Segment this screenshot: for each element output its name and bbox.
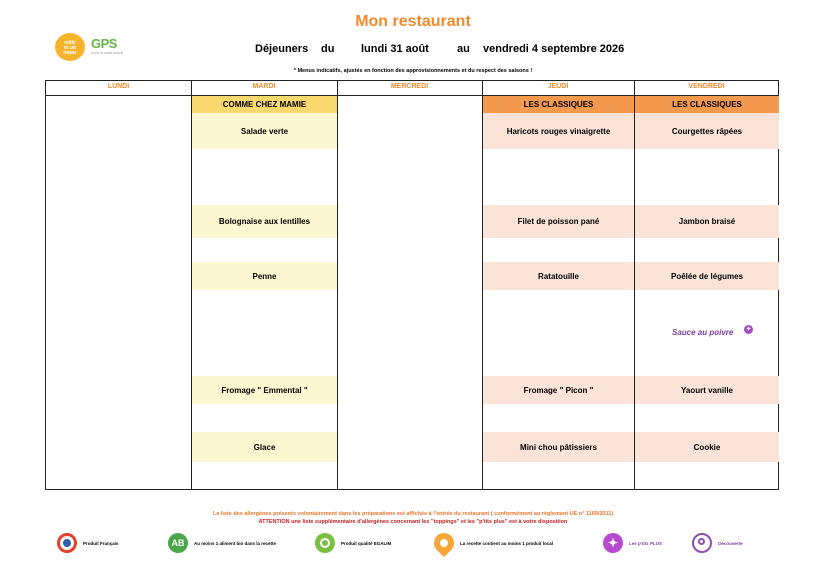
theme-banner-jeudi: LES CLASSIQUES [483, 96, 634, 113]
menu-item-jeudi-accompagnement: Ratatouille [483, 262, 634, 290]
menu-item-mardi-dessert: Glace [192, 432, 337, 462]
menu-item-vendredi-plat: Jambon braisé [635, 205, 779, 238]
menu-item-vendredi-accompagnement: Poêlée de légumes [635, 262, 779, 290]
gps-logo-tagline: GOÛT PLAISIR SANTÉ [91, 51, 123, 55]
allergen-note: La liste des allergènes présents volontairement dans les préparations est affichée à l'entrée du restaurant ( conformément au règlement UE n° 1169/2011) [212, 511, 614, 517]
organic-ab-icon: AB [168, 533, 188, 553]
legend-label: Au moins 1 aliment bio dans la recette [194, 540, 277, 546]
column-divider [337, 81, 338, 489]
menu-item-vendredi-dessert: Cookie [635, 432, 779, 462]
page-title: Mon restaurant [355, 13, 471, 30]
menu-item-jeudi-fromage: Fromage " Picon " [483, 376, 634, 404]
menu-item-mardi-accompagnement: Penne [192, 262, 337, 290]
end-date: vendredi 4 septembre 2026 [483, 43, 625, 55]
menu-item-vendredi-fromage: Yaourt vanille [635, 376, 779, 404]
day-header-mardi: MARDI [252, 83, 276, 90]
local-product-icon [430, 529, 458, 557]
french-product-icon [57, 533, 77, 553]
day-header-jeudi: JEUDI [547, 83, 569, 90]
discovery-icon [692, 533, 712, 553]
legend-item-french [57, 532, 119, 554]
legend-item-local [434, 532, 553, 554]
legend-label: Les p'tits PLUS [629, 540, 662, 546]
legend-item-egalim [315, 532, 391, 554]
day-header-row [46, 81, 778, 96]
to-label: au [457, 43, 470, 55]
period-label: Déjeuners [255, 43, 309, 55]
gps-logo-text: GPS [91, 36, 117, 51]
legend-item-decouverte [692, 532, 743, 554]
menu-item-jeudi-plat: Filet de poisson pané [483, 205, 634, 238]
menu-item-jeudi-entree: Haricots rouges vinaigrette [483, 113, 634, 149]
menu-item-mardi-plat: Bolognaise aux lentilles [192, 205, 337, 238]
attention-note: ATTENTION une liste supplémentaire d'allergènes concernant les "toppings" et les "p'tits plus" est à votre disposition [258, 519, 568, 525]
theme-banner-vendredi: LES CLASSIQUES [635, 96, 779, 113]
mille-et-un-repas-logo [55, 33, 85, 61]
menu-item-jeudi-dessert: Mini chou pâtissiers [483, 432, 634, 462]
legend-label: Produit Français [83, 540, 119, 546]
menu-item-vendredi-entree: Courgettes râpées [635, 113, 779, 149]
menu-item-mardi-fromage: Fromage " Emmental " [192, 376, 337, 404]
egalim-quality-icon [315, 533, 335, 553]
day-header-lundi: LUNDI [107, 83, 130, 90]
day-header-mercredi: MERCREDI [390, 83, 429, 90]
logo-text-line: et un [64, 45, 76, 51]
legend-item-bio [168, 532, 276, 554]
weekly-menu-table [45, 80, 779, 490]
from-label: du [321, 43, 335, 55]
theme-banner-mardi: COMME CHEZ MAMIE [192, 96, 337, 113]
logo-text-line: repas [63, 50, 77, 56]
legend-label: Découverte [718, 540, 743, 546]
menu-disclaimer: * Menus indicatifs, ajustés en fonction des approvisionnements et du respect des saisons ! [293, 68, 533, 74]
petits-plus-icon: ✦ [745, 326, 752, 333]
petits-plus-icon: ✦ [603, 533, 623, 553]
legend-item-petits-plus [603, 532, 662, 554]
start-date: lundi 31 août [361, 43, 429, 55]
legend-label: Produit qualité EGALIM [341, 540, 392, 546]
menu-item-mardi-entree: Salade verte [192, 113, 337, 149]
menu-item-vendredi-sauce: Sauce au poivre [672, 328, 734, 337]
gps-logo [91, 35, 131, 59]
logo-text-line: mille [64, 40, 76, 46]
day-header-vendredi: VENDREDI [688, 83, 725, 90]
legend-label: La recette contient au moins 1 produit local [460, 540, 554, 546]
